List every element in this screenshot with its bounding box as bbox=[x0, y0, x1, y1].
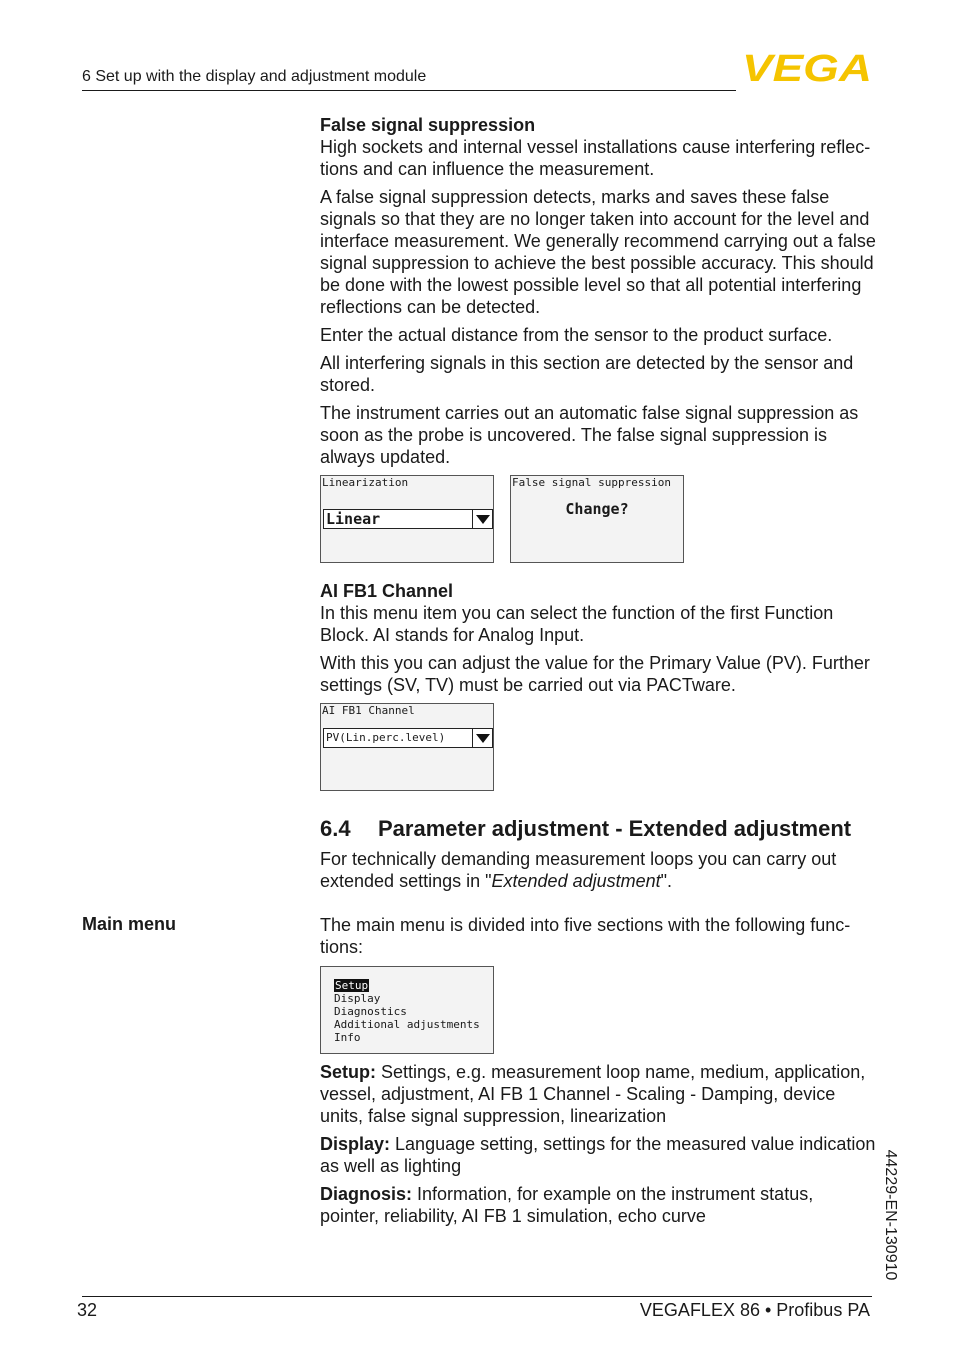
main-menu-intro-text: The main menu is divided into five sections with the following func- tions: bbox=[320, 915, 851, 957]
lcd-dropdown bbox=[323, 509, 493, 529]
section-heading bbox=[320, 816, 851, 842]
lcd-menu-item-setup: Setup bbox=[335, 979, 369, 992]
false-signal-section bbox=[320, 114, 876, 474]
lcd-title: False signal suppression bbox=[512, 476, 671, 489]
dropdown-arrow-icon bbox=[472, 510, 492, 528]
setup-label: Setup: bbox=[320, 1062, 376, 1082]
document-code bbox=[878, 1140, 902, 1290]
lcd-screen-linearization bbox=[320, 475, 494, 563]
ai-fb1-p1: In this menu item you can select the function of the first Function Block. AI stands for Analog Input. bbox=[320, 603, 834, 645]
section-number: 6.4 bbox=[320, 816, 351, 841]
document-code-text: 44229-EN-130910 bbox=[882, 1149, 899, 1281]
lcd-dropdown-value: Linear bbox=[326, 510, 381, 528]
intro-emphasis: Extended adjustment bbox=[491, 871, 661, 891]
false-signal-p5: The instrument carries out an automatic false signal suppression as soon as the probe is uncovered. The false signal suppression is always updated. bbox=[320, 403, 859, 467]
false-signal-p3: Enter the actual distance from the sensor to the product surface. bbox=[320, 325, 833, 345]
lcd-prompt: Change? bbox=[565, 500, 629, 518]
lcd-menu-list bbox=[334, 979, 480, 1044]
lcd-menu-item-info: Info bbox=[334, 1031, 361, 1044]
lcd-menu-item-diagnostics: Diagnostics bbox=[334, 1005, 407, 1018]
section-intro bbox=[320, 848, 876, 898]
lcd-screen-false-signal bbox=[510, 475, 684, 563]
false-signal-p1: High sockets and internal vessel installations cause interfering reflec- tions and can influence the measurement. bbox=[320, 137, 871, 179]
ai-fb1-p2: With this you can adjust the value for the Primary Value (PV). Further settings (SV, TV) must be carried out via PACTware. bbox=[320, 653, 870, 695]
running-header: 6 Set up with the display and adjustment module bbox=[82, 68, 427, 85]
lcd-title: Linearization bbox=[322, 476, 409, 489]
lcd-screen-main-menu bbox=[320, 966, 494, 1054]
false-signal-p4: All interfering signals in this section are detected by the sensor and stored. bbox=[320, 353, 854, 395]
display-label: Display: bbox=[320, 1134, 391, 1154]
diagnosis-text: Information, for example on the instrument status, pointer, reliability, AI FB 1 simulation, echo curve bbox=[320, 1184, 814, 1226]
main-menu-label: Main menu bbox=[82, 914, 177, 934]
setup-text: Settings, e.g. measurement loop name, medium, application, vessel, adjustment, AI FB 1 Channel - Scaling - Damping, device units, false signal suppression, linearization bbox=[320, 1062, 866, 1126]
false-signal-title: False signal suppression bbox=[320, 115, 536, 135]
main-menu-intro bbox=[320, 914, 876, 964]
footer-product: VEGAFLEX 86 • Profibus PA bbox=[639, 1300, 870, 1320]
diagnosis-label: Diagnosis: bbox=[320, 1184, 413, 1204]
footer-rule bbox=[82, 1296, 872, 1297]
lcd-dropdown-value: PV(Lin.perc.level) bbox=[326, 731, 446, 744]
intro-text-a: For technically demanding measurement loops you can carry out extended settings in " bbox=[320, 849, 837, 891]
dropdown-arrow-icon bbox=[472, 729, 492, 747]
ai-fb1-section bbox=[320, 580, 876, 702]
section-title: Parameter adjustment - Extended adjustment bbox=[378, 816, 852, 841]
vega-logo bbox=[742, 50, 872, 84]
lcd-dropdown bbox=[323, 728, 493, 748]
page-number: 32 bbox=[77, 1300, 98, 1320]
main-menu-descriptions bbox=[320, 1061, 876, 1233]
intro-text-b: ". bbox=[660, 871, 673, 891]
lcd-menu-item-additional: Additional adjustments bbox=[334, 1018, 480, 1031]
display-text: Language setting, settings for the measured value indication as well as lighting bbox=[320, 1134, 876, 1176]
ai-fb1-title: AI FB1 Channel bbox=[320, 581, 454, 601]
lcd-title: AI FB1 Channel bbox=[322, 704, 415, 717]
svg-text:VEGA: VEGA bbox=[742, 50, 872, 84]
false-signal-p2: A false signal suppression detects, marks and saves these false signals so that they are no longer taken into account for the level and interface measurement. We generally recommend carrying out a false signal suppression to achieve the best possible accuracy. This should be done with the lowest possible level so that all potential interfering reflections can be detected. bbox=[320, 187, 876, 317]
header-rule bbox=[82, 90, 736, 91]
lcd-menu-item-display: Display bbox=[334, 992, 381, 1005]
lcd-screen-ai-fb1 bbox=[320, 703, 494, 791]
